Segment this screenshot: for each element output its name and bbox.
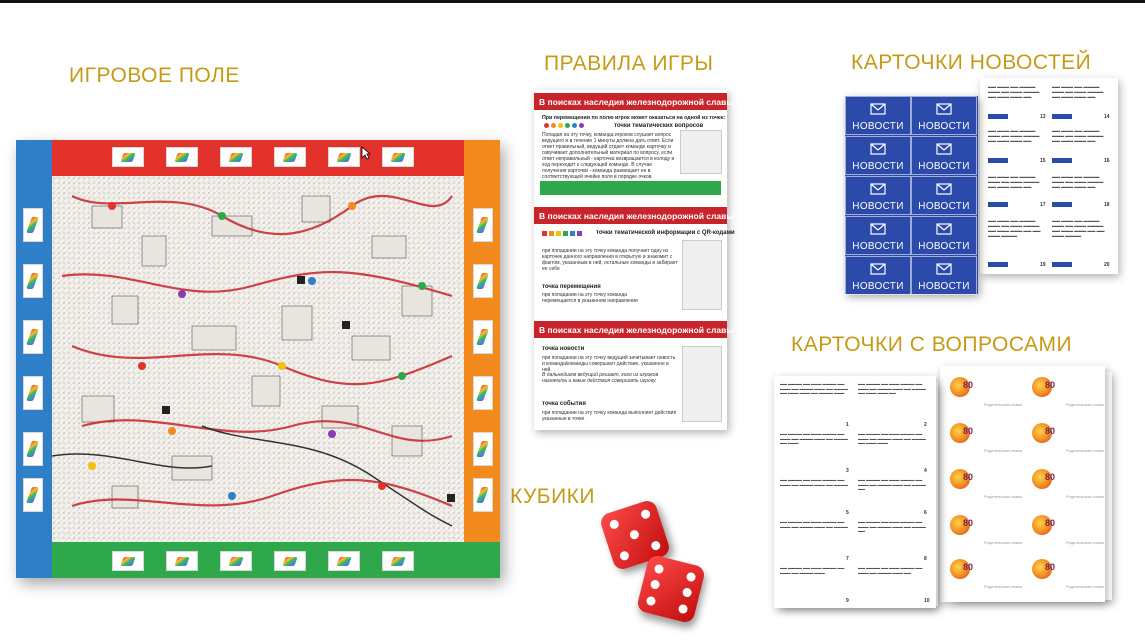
board-tile (473, 432, 493, 466)
logo-number: 80 (1045, 518, 1056, 528)
envelope-icon (870, 263, 886, 275)
die-pip (629, 529, 640, 540)
question-text: ▬▬ ▬▬▬▬ ▬▬ ▬▬▬ ▬▬▬▬ ▬▬ ▬▬▬ ▬▬ ▬▬▬▬ ▬▬▬ ▬▬ ▬▬▬▬ ▬▬ ▬▬▬ ▬▬▬ (858, 432, 926, 445)
rules-move-body: при попадании на эту точку команда перемещается в указанном направлении (542, 292, 638, 304)
question-number: 10 (924, 598, 930, 604)
news-card (911, 136, 977, 175)
card-caption: Родительская слава (1066, 494, 1104, 499)
board-tile (23, 376, 43, 410)
railway-logo (950, 556, 990, 582)
news-back-number: 20 (1104, 262, 1110, 268)
news-back-tag (988, 262, 1008, 267)
board-tile (112, 147, 144, 167)
top-border (0, 0, 1145, 3)
railway-logo (1032, 374, 1072, 400)
rules-map-snippet (682, 240, 722, 310)
rules-section-3-title: В поисках наследия железнодорожной славы (534, 321, 727, 338)
logo-number: 80 (1045, 426, 1056, 436)
news-back-text: ▬▬ ▬▬▬ ▬▬ ▬▬▬▬ ▬▬▬ ▬▬ ▬▬▬ ▬▬▬▬ ▬▬ ▬▬▬ ▬▬▬ ▬▬ (1052, 128, 1104, 143)
card-caption: Родительская слава (1066, 402, 1104, 407)
rules-event-title: точка события (542, 401, 586, 407)
rules-heading: ПРАВИЛА ИГРЫ (544, 52, 714, 75)
news-card-label: НОВОСТИ (918, 281, 970, 292)
news-card-label: НОВОСТИ (918, 241, 970, 252)
news-card (911, 96, 977, 135)
news-back-text: ▬▬ ▬▬▬ ▬▬ ▬▬▬▬ ▬▬▬ ▬▬ ▬▬▬ ▬▬▬▬ ▬▬ ▬▬▬ ▬▬▬ ▬▬ (988, 128, 1040, 143)
railway-logo (950, 420, 990, 446)
news-card-label: НОВОСТИ (852, 201, 904, 212)
question-text: ▬▬ ▬▬▬▬ ▬▬ ▬▬▬ ▬▬▬▬ ▬▬ ▬▬▬ ▬▬ ▬▬▬▬ ▬▬▬ ▬▬ ▬▬▬▬ ▬▬ ▬▬▬ (780, 432, 848, 445)
news-back-tag (988, 158, 1008, 163)
logo-number: 80 (1045, 562, 1056, 572)
news-card (845, 176, 911, 215)
news-card (845, 96, 911, 135)
envelope-icon (936, 103, 952, 115)
question-text: ▬▬ ▬▬▬▬ ▬▬ ▬▬▬ ▬▬▬▬ ▬▬ ▬▬▬ ▬▬ ▬▬▬▬ ▬▬▬ ▬▬ ▬▬▬▬ ▬▬ (858, 520, 926, 533)
question-number: 5 (846, 510, 849, 516)
question-cards-heading: КАРТОЧКИ С ВОПРОСАМИ (791, 333, 1073, 356)
railway-logo (1032, 466, 1072, 492)
question-text: ▬▬ ▬▬▬▬ ▬▬ ▬▬▬ ▬▬▬▬ ▬▬ ▬▬▬ ▬▬ ▬▬▬▬ ▬▬▬ ▬▬ ▬▬▬▬ (780, 478, 848, 487)
envelope-icon (936, 263, 952, 275)
news-back-number: 17 (1040, 202, 1046, 208)
card-caption: Родительская слава (984, 448, 1022, 453)
railway-logo (950, 512, 990, 538)
logo-number: 80 (1045, 380, 1056, 390)
board-tile (473, 376, 493, 410)
news-back-number: 18 (1104, 202, 1110, 208)
board-tile (473, 478, 493, 512)
rules-section-2-body: при попадании на эту точку команда получает одну из карточек данного направления в открытую и знакомит с фактом, указанным в ней, остальные команды и забирает ее себе (542, 248, 678, 272)
news-cards-front-sheet (845, 96, 978, 294)
die-pip (686, 572, 697, 583)
question-text: ▬▬ ▬▬▬▬ ▬▬ ▬▬▬ ▬▬▬▬ ▬▬ ▬▬▬ ▬▬ ▬▬▬▬ ▬▬▬ ▬▬ ▬▬▬▬ ▬▬ ▬▬▬ ▬▬▬ ▬▬ ▬▬▬▬ ▬▬▬ (780, 382, 848, 395)
board-edge-right (464, 140, 500, 578)
question-text: ▬▬ ▬▬▬▬ ▬▬ ▬▬▬ ▬▬▬▬ ▬▬ ▬▬▬ ▬▬ ▬▬▬▬ ▬▬▬ ▬▬ ▬▬▬▬ ▬▬ ▬▬▬ ▬▬▬ ▬▬ (858, 382, 926, 395)
news-back-text: ▬▬ ▬▬▬ ▬▬ ▬▬▬▬ ▬▬▬ ▬▬ ▬▬▬ ▬▬▬▬ ▬▬ ▬▬▬ ▬▬▬ ▬▬ ▬▬ ▬▬▬ ▬▬▬▬ (988, 218, 1041, 238)
news-back-text: ▬▬ ▬▬▬ ▬▬ ▬▬▬▬ ▬▬▬ ▬▬ ▬▬▬ ▬▬▬▬ ▬▬ ▬▬▬ ▬▬▬ ▬▬ (988, 174, 1040, 189)
logo-number: 80 (963, 472, 974, 482)
board-tile (112, 551, 144, 571)
die-pip (678, 604, 689, 615)
news-back-number: 14 (1104, 114, 1110, 120)
news-back-tag (1052, 114, 1072, 119)
card-caption: Родительская слава (984, 540, 1022, 545)
die-pip (654, 564, 665, 575)
news-card-label: НОВОСТИ (852, 161, 904, 172)
rules-section-1-title: В поисках наследия железнодорожной славы (534, 93, 727, 110)
die-pip (640, 509, 651, 520)
board-edge-top (16, 140, 500, 176)
question-cards-front-sheet (940, 366, 1105, 602)
rules-tile-strip (540, 181, 721, 195)
rules-points-label-1: точки тематических вопросов (614, 123, 704, 129)
news-card-label: НОВОСТИ (918, 201, 970, 212)
news-back-text: ▬▬ ▬▬▬ ▬▬ ▬▬▬▬ ▬▬▬ ▬▬ ▬▬▬ ▬▬▬▬ ▬▬ ▬▬▬ ▬▬▬ ▬▬ (1052, 84, 1104, 99)
news-back-tag (988, 114, 1008, 119)
rules-map-snippet (680, 130, 722, 174)
rules-movement-text: При перемещении по полю игрок может оказаться на одной из точек: (542, 115, 726, 121)
news-back-tag (988, 202, 1008, 207)
envelope-icon (936, 223, 952, 235)
board-tile (23, 432, 43, 466)
board-tile (473, 264, 493, 298)
news-card (911, 256, 977, 295)
card-caption: Родительская слава (984, 494, 1022, 499)
color-dots (544, 123, 584, 129)
logo-number: 80 (1045, 472, 1056, 482)
news-card-label: НОВОСТИ (852, 241, 904, 252)
card-caption: Родительская слава (984, 402, 1022, 407)
rules-news-body: при попадании на эту точку ведущий зачитывает новость и команда/команды совершают действие, указанное в ней. (542, 355, 676, 373)
question-number: 9 (846, 598, 849, 604)
news-back-number: 13 (1040, 114, 1046, 120)
board-tile (220, 551, 252, 571)
question-number: 7 (846, 556, 849, 562)
die-right (636, 554, 706, 624)
railway-logo (1032, 556, 1072, 582)
mouse-cursor-icon (361, 146, 371, 160)
railway-logo (1032, 512, 1072, 538)
rules-news-title: точка новости (542, 346, 585, 352)
logo-number: 80 (963, 380, 974, 390)
rules-move-title: точка перемещения (542, 284, 601, 290)
news-card (845, 136, 911, 175)
news-back-tag (1052, 262, 1072, 267)
rules-section-1-body: Попадая на эту точку, команда игроков слушает вопрос ведущего и в течение 1 минуты должна дать ответ. Если ответ правильный, ведущий отдает команде карточку и озвучивает дополнительный материал по вопросу, если ответ неправильный - карточка возвращается в колоду и ход переходит к следующей команде. В случае получения карточки - команда размещает ее в соответствующей ячейке поля в порядке очков. (542, 132, 675, 180)
card-caption: Родительская слава (984, 584, 1022, 589)
board-tile (274, 147, 306, 167)
question-number: 4 (924, 468, 927, 474)
die-pip (650, 579, 661, 590)
railway-logo (1032, 420, 1072, 446)
news-back-text: ▬▬ ▬▬▬ ▬▬ ▬▬▬▬ ▬▬▬ ▬▬ ▬▬▬ ▬▬▬▬ ▬▬ ▬▬▬ ▬▬▬ ▬▬ ▬▬ ▬▬▬ ▬▬▬▬ (1052, 218, 1105, 238)
rules-news-note: В дальнейшем ведущий решает, кого из игроков назначить и какие действия совершать игроку. (542, 372, 659, 384)
board-tile (166, 147, 198, 167)
question-number: 1 (846, 422, 849, 428)
railway-logo (950, 466, 990, 492)
question-number: 8 (924, 556, 927, 562)
news-card-label: НОВОСТИ (852, 121, 904, 132)
news-card-label: НОВОСТИ (852, 281, 904, 292)
news-back-number: 19 (1040, 262, 1046, 268)
board-tile (23, 264, 43, 298)
envelope-icon (870, 223, 886, 235)
board-tile (473, 208, 493, 242)
envelope-icon (936, 143, 952, 155)
question-cards-back-sheet (774, 376, 936, 608)
board-edge-left (16, 140, 52, 578)
news-card (911, 216, 977, 255)
news-back-text: ▬▬ ▬▬▬ ▬▬ ▬▬▬▬ ▬▬▬ ▬▬ ▬▬▬ ▬▬▬▬ ▬▬ ▬▬▬ ▬▬▬ ▬▬ (1052, 174, 1104, 189)
board-tile (328, 551, 360, 571)
board-map (52, 176, 464, 542)
rules-sheet (534, 90, 735, 430)
board-tile (382, 551, 414, 571)
news-card (845, 256, 911, 295)
board-tile (382, 147, 414, 167)
question-number: 2 (924, 422, 927, 428)
news-back-number: 16 (1104, 158, 1110, 164)
news-card-label: НОВОСТИ (918, 121, 970, 132)
logo-number: 80 (963, 562, 974, 572)
envelope-icon (936, 183, 952, 195)
board-heading: ИГРОВОЕ ПОЛЕ (69, 64, 240, 87)
logo-number: 80 (963, 426, 974, 436)
news-back-number: 15 (1040, 158, 1046, 164)
question-text: ▬▬ ▬▬▬▬ ▬▬ ▬▬▬ ▬▬▬▬ ▬▬ ▬▬▬ ▬▬ ▬▬▬▬ ▬▬▬ ▬▬ ▬▬▬▬ ▬▬ (858, 478, 926, 491)
envelope-icon (870, 103, 886, 115)
news-card (911, 176, 977, 215)
dice-heading: КУБИКИ (510, 485, 596, 508)
color-squares (542, 231, 590, 236)
question-text: ▬▬ ▬▬▬▬ ▬▬ ▬▬▬ ▬▬▬▬ ▬▬ ▬▬▬ ▬▬ ▬▬▬▬ ▬▬▬ ▬▬ ▬▬▬▬ (780, 520, 848, 529)
board-tile (473, 320, 493, 354)
board-tile (220, 147, 252, 167)
news-cards-back-sheet (980, 78, 1118, 274)
die-pip (619, 550, 630, 561)
board-tile (23, 320, 43, 354)
die-pip (650, 540, 661, 551)
question-number: 6 (924, 510, 927, 516)
envelope-icon (870, 183, 886, 195)
die-pip (682, 587, 693, 598)
board-tile (166, 551, 198, 571)
rules-section-2-title: В поисках наследия железнодорожной славы (534, 207, 727, 224)
news-back-tag (1052, 158, 1072, 163)
card-caption: Родительская слава (1066, 540, 1104, 545)
news-card (845, 216, 911, 255)
question-text: ▬▬ ▬▬▬▬ ▬▬ ▬▬▬ ▬▬▬▬ ▬▬ ▬▬▬ ▬▬ ▬▬▬▬ ▬▬▬ ▬▬ (858, 566, 923, 575)
board-edge-bottom (16, 542, 500, 578)
news-back-tag (1052, 202, 1072, 207)
news-card-label: НОВОСТИ (918, 161, 970, 172)
rules-event-body: при попадании на эту точку команда выполняет действия указанные в точке (542, 410, 677, 422)
question-number: 3 (846, 468, 849, 474)
board-map-drawing (52, 176, 464, 542)
game-board (16, 140, 500, 578)
logo-number: 80 (963, 518, 974, 528)
board-tile (328, 147, 360, 167)
board-tile (23, 478, 43, 512)
die-pip (646, 596, 657, 607)
news-back-text: ▬▬ ▬▬▬ ▬▬ ▬▬▬▬ ▬▬▬ ▬▬ ▬▬▬ ▬▬▬▬ ▬▬ ▬▬▬ ▬▬▬ ▬▬ (988, 84, 1040, 99)
rules-map-snippet (682, 346, 722, 422)
news-cards-heading: КАРТОЧКИ НОВОСТЕЙ (851, 51, 1092, 74)
board-tile (23, 208, 43, 242)
die-pip (609, 519, 620, 530)
card-caption: Родительская слава (1066, 448, 1104, 453)
envelope-icon (870, 143, 886, 155)
railway-logo (950, 374, 990, 400)
board-tile (274, 551, 306, 571)
question-text: ▬▬ ▬▬▬▬ ▬▬ ▬▬▬ ▬▬▬▬ ▬▬ ▬▬▬ ▬▬ ▬▬▬▬ ▬▬▬ (780, 566, 845, 575)
card-caption: Родительская слава (1066, 584, 1104, 589)
rules-points-label-2: точки тематической информации с QR-кодами (596, 230, 735, 236)
